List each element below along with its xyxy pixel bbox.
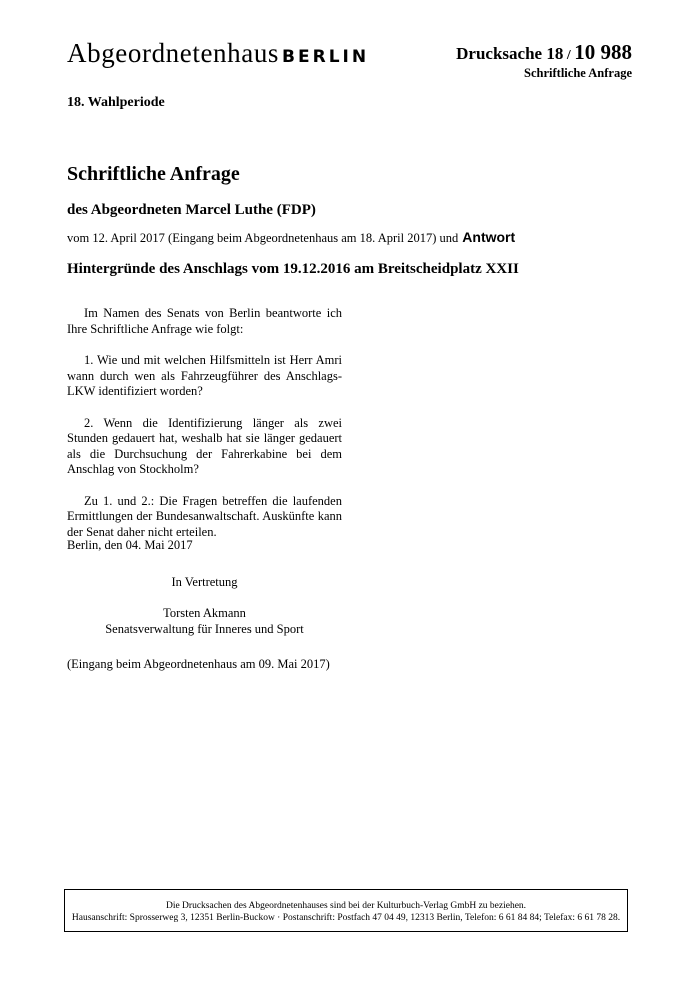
intro-paragraph: Im Namen des Senats von Berlin beantworte ich Ihre Schriftliche Anfrage wie folgt: xyxy=(67,306,342,336)
parliament-logo xyxy=(67,38,369,69)
page-title: Schriftliche Anfrage xyxy=(67,163,240,185)
antwort-label: Antwort xyxy=(462,229,516,245)
body-text xyxy=(67,306,342,556)
signature-spacer xyxy=(67,591,342,607)
drucksache-label: Drucksache 18 xyxy=(456,44,564,63)
date-line xyxy=(67,229,515,246)
signature-on-behalf: In Vertretung xyxy=(171,575,238,589)
author-line: des Abgeordneten Marcel Luthe (FDP) xyxy=(67,202,316,218)
footer-line-1: Die Drucksachen des Abgeordnetenhauses sind bei der Kulturbuch-Verlag GmbH zu beziehen. xyxy=(165,901,527,911)
logo-city: BERLIN xyxy=(282,47,370,67)
answer-paragraph: Zu 1. und 2.: Die Fragen betreffen die laufenden Ermittlungen der Bundesanwaltschaft. Auskünfte kann der Senat daher nicht erteilen. xyxy=(67,493,342,539)
signature-department: Senatsverwaltung für Inneres und Sport xyxy=(105,621,304,636)
logo-text: Abgeordnetenhaus xyxy=(67,38,280,68)
place-date: Berlin, den 04. Mai 2017 xyxy=(67,538,193,552)
question-1: 1. Wie und mit welchen Hilfsmitteln ist Herr Amri wann durch wen als Fahrzeugführer des Anschlags-LKW identifiziert worden? xyxy=(67,353,342,398)
footer-box xyxy=(64,889,628,932)
question-2: 2. Wenn die Identifizierung länger als zwei Stunden gedauert hat, weshalb hat sie länger gedauert als die Durchsuchung der Fahrerkabine bei dem Anschlag von Stockholm? xyxy=(67,415,342,476)
date-line-text: vom 12. April 2017 (Eingang beim Abgeordnetenhaus am 18. April 2017) und xyxy=(67,231,459,245)
signature-name: Torsten Akmann xyxy=(163,606,246,620)
signature-block xyxy=(67,575,342,637)
drucksache-number xyxy=(456,40,632,65)
legislative-period: 18. Wahlperiode xyxy=(67,95,165,110)
receipt-note: (Eingang beim Abgeordnetenhaus am 09. Mai 2017) xyxy=(67,657,330,671)
subject-heading: Hintergründe des Anschlags vom 19.12.2016 am Breitscheidplatz XXII xyxy=(67,261,519,277)
document-type: Schriftliche Anfrage xyxy=(524,66,632,80)
drucksache-value: 10 988 xyxy=(574,40,632,64)
drucksache-slash: / xyxy=(563,48,575,63)
footer-line-2: Hausanschrift: Sprosserweg 3, 12351 Berlin-Buckow · Postanschrift: Postfach 47 04 49, 12313 Berlin, Telefon: 6 61 84 84; Telefax: 6 61 78 28. xyxy=(71,913,621,923)
